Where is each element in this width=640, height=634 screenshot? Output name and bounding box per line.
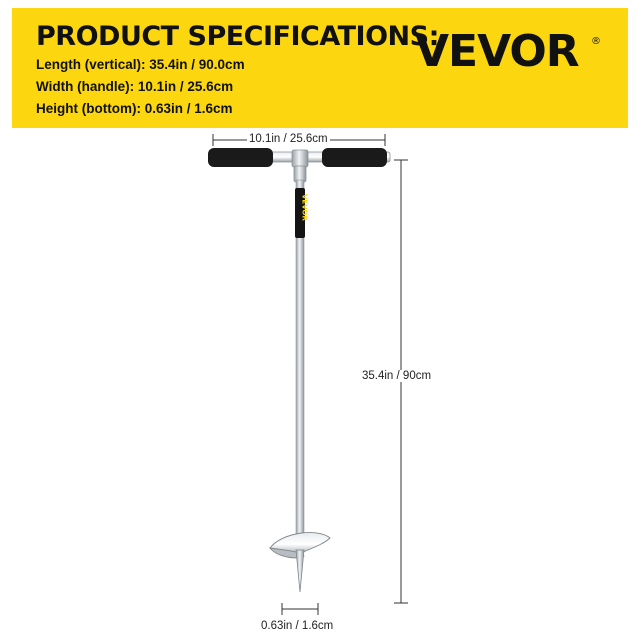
spec-width: Width (handle): 10.1in / 25.6cm — [36, 79, 234, 94]
auger-tip — [296, 550, 304, 592]
left-grip — [208, 148, 273, 167]
auger-shaft — [295, 180, 309, 550]
length-label: 35.4in / 90cm — [362, 370, 432, 382]
bottom-label: 0.63in / 1.6cm — [261, 620, 334, 632]
brand-logo: VEVOR — [415, 26, 579, 77]
registered-mark: ® — [591, 36, 601, 47]
width-label: 10.1in / 25.6cm — [249, 133, 328, 145]
spec-height: Height (bottom): 0.63in / 1.6cm — [36, 101, 233, 116]
spec-title: PRODUCT SPECIFICATIONS: — [36, 21, 439, 52]
t-handle — [208, 148, 390, 182]
shaft-tag-text: VEVOR — [300, 194, 309, 221]
spec-length: Length (vertical): 35.4in / 90.0cm — [36, 57, 245, 72]
bottom-dimension — [282, 603, 318, 615]
auger-flight — [270, 533, 330, 592]
right-grip — [322, 148, 387, 167]
